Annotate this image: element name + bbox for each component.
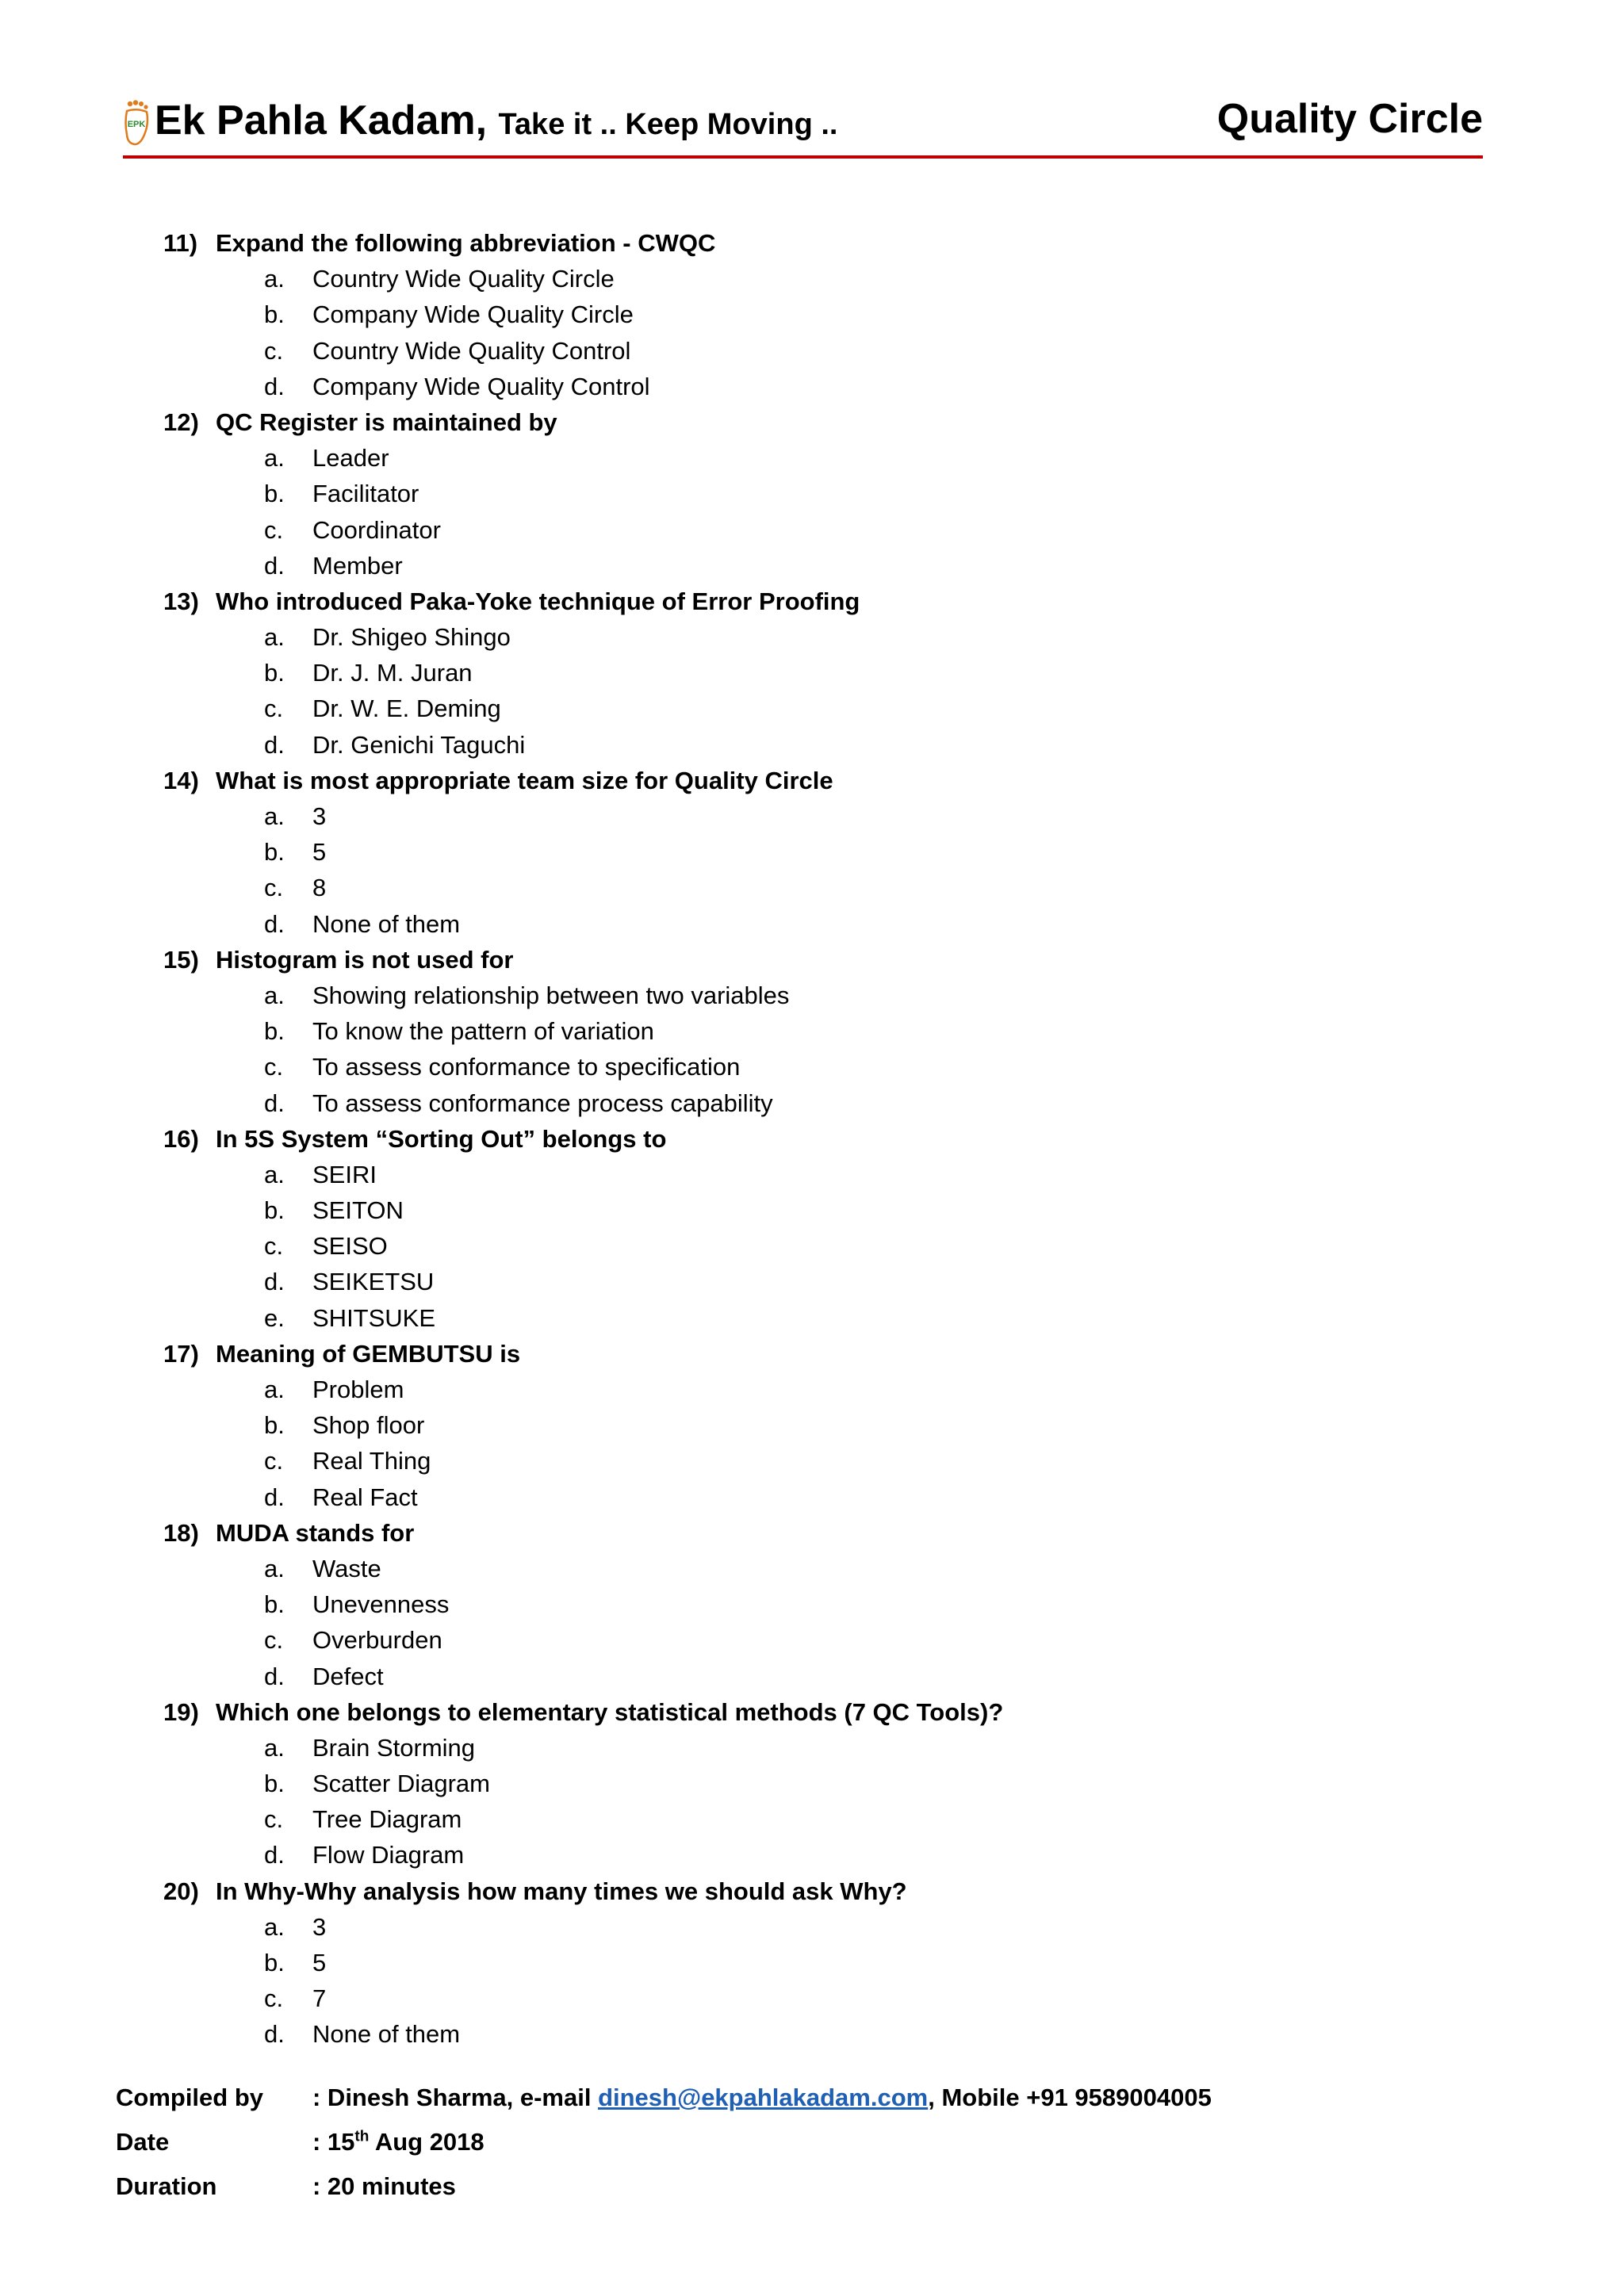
option-letter: d. bbox=[264, 909, 285, 938]
question-item bbox=[163, 584, 1511, 763]
option-letter: e. bbox=[264, 1303, 285, 1332]
option-letter: c. bbox=[264, 1984, 284, 2013]
option-letter: b. bbox=[264, 480, 285, 508]
option-item bbox=[163, 548, 1511, 584]
question-number: 13) bbox=[163, 587, 199, 615]
option-letter: d. bbox=[264, 2020, 285, 2049]
question-label: In 5S System “Sorting Out” belongs to bbox=[216, 1124, 667, 1153]
option-item bbox=[163, 1766, 1511, 1801]
option-item bbox=[163, 1801, 1511, 1837]
option-letter: d. bbox=[264, 1841, 285, 1869]
option-letter: c. bbox=[264, 695, 284, 723]
option-text: Waste bbox=[312, 1554, 381, 1582]
option-letter: b. bbox=[264, 1411, 285, 1440]
compiled-by-value bbox=[312, 2076, 1212, 2120]
option-item bbox=[163, 440, 1511, 476]
question-text bbox=[163, 1121, 1511, 1157]
question-label: Which one belongs to elementary statistical methods (7 QC Tools)? bbox=[216, 1697, 1004, 1726]
option-letter: a. bbox=[264, 265, 285, 293]
option-text: SEISO bbox=[312, 1232, 388, 1261]
option-letter: a. bbox=[264, 981, 285, 1009]
date-row bbox=[116, 2120, 1543, 2164]
option-item bbox=[163, 1479, 1511, 1515]
option-letter: b. bbox=[264, 1770, 285, 1798]
question-number: 16) bbox=[163, 1124, 199, 1153]
option-text: SHITSUKE bbox=[312, 1303, 436, 1332]
question-item bbox=[163, 1336, 1511, 1515]
option-text: Dr. W. E. Deming bbox=[312, 695, 501, 723]
option-text: Shop floor bbox=[312, 1411, 425, 1440]
option-letter: d. bbox=[264, 372, 285, 400]
option-letter: a. bbox=[264, 444, 285, 473]
question-item bbox=[163, 1121, 1511, 1336]
option-item bbox=[163, 691, 1511, 726]
option-letter: c. bbox=[264, 874, 284, 902]
compiled-by-row bbox=[116, 2076, 1543, 2120]
question-text bbox=[163, 1694, 1511, 1730]
email-link[interactable]: dinesh@ekpahlakadam.com bbox=[598, 2084, 929, 2111]
option-item bbox=[163, 512, 1511, 548]
question-text bbox=[163, 1873, 1511, 1909]
option-text: SEIKETSU bbox=[312, 1268, 435, 1296]
option-text: Company Wide Quality Circle bbox=[312, 300, 634, 329]
date-label: Date bbox=[116, 2128, 170, 2156]
option-text: To assess conformance to specification bbox=[312, 1053, 741, 1081]
question-number: 18) bbox=[163, 1518, 199, 1547]
option-text: 3 bbox=[312, 802, 327, 830]
question-number: 20) bbox=[163, 1877, 199, 1905]
option-item bbox=[163, 369, 1511, 404]
option-text: 3 bbox=[312, 1912, 327, 1941]
option-text: 5 bbox=[312, 1949, 327, 1976]
option-text: None of them bbox=[312, 909, 461, 938]
option-letter: c. bbox=[264, 1805, 284, 1834]
question-item bbox=[163, 1515, 1511, 1694]
option-letter: b. bbox=[264, 1949, 285, 1976]
option-text: 8 bbox=[312, 874, 327, 902]
option-letter: b. bbox=[264, 838, 285, 867]
option-item bbox=[163, 727, 1511, 763]
option-letter: b. bbox=[264, 1017, 285, 1046]
option-text: To know the pattern of variation bbox=[312, 1017, 654, 1046]
option-text: Country Wide Quality Circle bbox=[312, 265, 615, 293]
option-item bbox=[163, 834, 1511, 870]
question-label: Expand the following abbreviation - CWQC bbox=[216, 229, 716, 257]
option-item bbox=[163, 476, 1511, 511]
question-item bbox=[163, 225, 1511, 404]
option-item bbox=[163, 297, 1511, 332]
option-item bbox=[163, 1622, 1511, 1658]
question-text bbox=[163, 763, 1511, 798]
option-item bbox=[163, 1980, 1511, 2016]
question-label: MUDA stands for bbox=[216, 1518, 415, 1547]
option-item bbox=[163, 1586, 1511, 1622]
option-item bbox=[163, 1945, 1511, 1980]
duration-label: Duration bbox=[116, 2172, 217, 2200]
option-letter: b. bbox=[264, 300, 285, 329]
option-letter: b. bbox=[264, 659, 285, 687]
option-text: Unevenness bbox=[312, 1590, 450, 1619]
date-prefix: : 15 bbox=[312, 2128, 355, 2156]
option-item bbox=[163, 1300, 1511, 1336]
option-text: Real Fact bbox=[312, 1483, 418, 1511]
option-item bbox=[163, 1659, 1511, 1694]
document-title: Quality Circle bbox=[1216, 96, 1483, 142]
option-item bbox=[163, 1049, 1511, 1085]
option-text: Tree Diagram bbox=[312, 1805, 462, 1834]
option-letter: c. bbox=[264, 336, 284, 365]
question-number: 15) bbox=[163, 945, 199, 974]
question-item bbox=[163, 763, 1511, 942]
option-item bbox=[163, 1264, 1511, 1299]
option-item bbox=[163, 1372, 1511, 1407]
option-letter: a. bbox=[264, 1912, 285, 1941]
option-text: Defect bbox=[312, 1662, 384, 1690]
option-letter: a. bbox=[264, 1160, 285, 1188]
compiled-by-label: Compiled by bbox=[116, 2084, 264, 2111]
option-text: Real Thing bbox=[312, 1447, 431, 1475]
option-text: Dr. Shigeo Shingo bbox=[312, 623, 511, 652]
option-text: Leader bbox=[312, 444, 389, 473]
option-text: Dr. Genichi Taguchi bbox=[312, 730, 526, 759]
option-item bbox=[163, 619, 1511, 655]
option-item bbox=[163, 1228, 1511, 1264]
option-text: Problem bbox=[312, 1376, 404, 1403]
question-label: QC Register is maintained by bbox=[216, 408, 557, 436]
option-text: Member bbox=[312, 551, 403, 580]
question-label: Histogram is not used for bbox=[216, 945, 514, 974]
option-letter: d. bbox=[264, 1268, 285, 1296]
option-letter: d. bbox=[264, 1662, 285, 1690]
option-item bbox=[163, 1837, 1511, 1873]
option-text: Facilitator bbox=[312, 480, 419, 508]
option-letter: b. bbox=[264, 1590, 285, 1619]
question-label: In Why-Why analysis how many times we should ask Why? bbox=[216, 1877, 907, 1905]
option-item bbox=[163, 1551, 1511, 1586]
duration-value: : 20 minutes bbox=[312, 2172, 456, 2200]
question-label: Meaning of GEMBUTSU is bbox=[216, 1339, 521, 1368]
option-text: Scatter Diagram bbox=[312, 1770, 490, 1798]
option-item bbox=[163, 1730, 1511, 1766]
option-item bbox=[163, 2016, 1511, 2052]
option-letter: a. bbox=[264, 802, 285, 830]
date-superscript: th bbox=[354, 2128, 370, 2145]
option-text: Brain Storming bbox=[312, 1733, 476, 1762]
question-number: 11) bbox=[163, 229, 198, 257]
option-text: SEIRI bbox=[312, 1160, 377, 1188]
svg-text:EPK: EPK bbox=[127, 120, 146, 129]
option-letter: c. bbox=[264, 1447, 284, 1475]
option-letter: d. bbox=[264, 1089, 285, 1117]
brand-name: Ek Pahla Kadam, bbox=[155, 98, 488, 144]
footprint-logo-icon bbox=[123, 100, 150, 147]
question-label: What is most appropriate team size for Quality Circle bbox=[216, 766, 833, 794]
question-text bbox=[163, 942, 1511, 978]
date-suffix: Aug 2018 bbox=[369, 2128, 485, 2156]
question-text bbox=[163, 1336, 1511, 1372]
option-item bbox=[163, 870, 1511, 905]
question-number: 12) bbox=[163, 408, 199, 436]
option-item bbox=[163, 1013, 1511, 1049]
option-letter: a. bbox=[264, 623, 285, 652]
page-header bbox=[123, 95, 1483, 159]
option-text: 5 bbox=[312, 838, 327, 867]
option-item bbox=[163, 333, 1511, 369]
question-label: Who introduced Paka-Yoke technique of Error Proofing bbox=[216, 587, 860, 615]
option-item bbox=[163, 906, 1511, 942]
option-letter: c. bbox=[264, 515, 284, 544]
question-text bbox=[163, 225, 1511, 261]
option-letter: a. bbox=[264, 1376, 285, 1403]
compiled-by-prefix: : Dinesh Sharma, e-mail bbox=[312, 2084, 599, 2111]
question-number: 19) bbox=[163, 1697, 199, 1726]
option-text: Dr. J. M. Juran bbox=[312, 659, 473, 687]
option-item bbox=[163, 978, 1511, 1013]
mobile-text: , Mobile +91 9589004005 bbox=[928, 2084, 1212, 2111]
option-letter: d. bbox=[264, 730, 285, 759]
option-text: Country Wide Quality Control bbox=[312, 336, 631, 365]
option-letter: c. bbox=[264, 1626, 284, 1655]
option-item bbox=[163, 1407, 1511, 1443]
brand-title bbox=[155, 97, 837, 144]
question-list bbox=[163, 225, 1511, 2053]
question-number: 17) bbox=[163, 1339, 199, 1368]
option-text: 7 bbox=[312, 1984, 327, 2013]
question-item bbox=[163, 942, 1511, 1121]
option-letter: d. bbox=[264, 551, 285, 580]
option-text: Flow Diagram bbox=[312, 1841, 465, 1869]
question-item bbox=[163, 404, 1511, 584]
option-item bbox=[163, 1909, 1511, 1945]
option-item bbox=[163, 1157, 1511, 1192]
option-item bbox=[163, 798, 1511, 834]
option-text: To assess conformance process capability bbox=[312, 1089, 773, 1117]
question-item bbox=[163, 1694, 1511, 1873]
question-text bbox=[163, 1515, 1511, 1551]
option-letter: c. bbox=[264, 1232, 284, 1261]
option-item bbox=[163, 1443, 1511, 1479]
option-text: Coordinator bbox=[312, 515, 441, 544]
question-number: 14) bbox=[163, 766, 199, 794]
option-text: Company Wide Quality Control bbox=[312, 372, 650, 400]
question-item bbox=[163, 1873, 1511, 2053]
footer-info bbox=[116, 2076, 1543, 2209]
option-letter: d. bbox=[264, 1483, 285, 1511]
question-text bbox=[163, 404, 1511, 440]
option-letter: b. bbox=[264, 1196, 285, 1225]
option-text: Showing relationship between two variables bbox=[312, 981, 790, 1009]
option-letter: a. bbox=[264, 1733, 285, 1762]
brand-tagline: Take it .. Keep Moving .. bbox=[498, 108, 838, 141]
date-value bbox=[312, 2120, 485, 2164]
option-letter: a. bbox=[264, 1554, 285, 1582]
option-letter: c. bbox=[264, 1053, 284, 1081]
option-text: SEITON bbox=[312, 1196, 404, 1225]
question-text bbox=[163, 584, 1511, 619]
option-text: None of them bbox=[312, 2020, 461, 2049]
duration-row bbox=[116, 2164, 1543, 2209]
option-text: Overburden bbox=[312, 1626, 442, 1655]
option-item bbox=[163, 1192, 1511, 1228]
option-item bbox=[163, 1085, 1511, 1121]
option-item bbox=[163, 655, 1511, 691]
option-item bbox=[163, 261, 1511, 297]
